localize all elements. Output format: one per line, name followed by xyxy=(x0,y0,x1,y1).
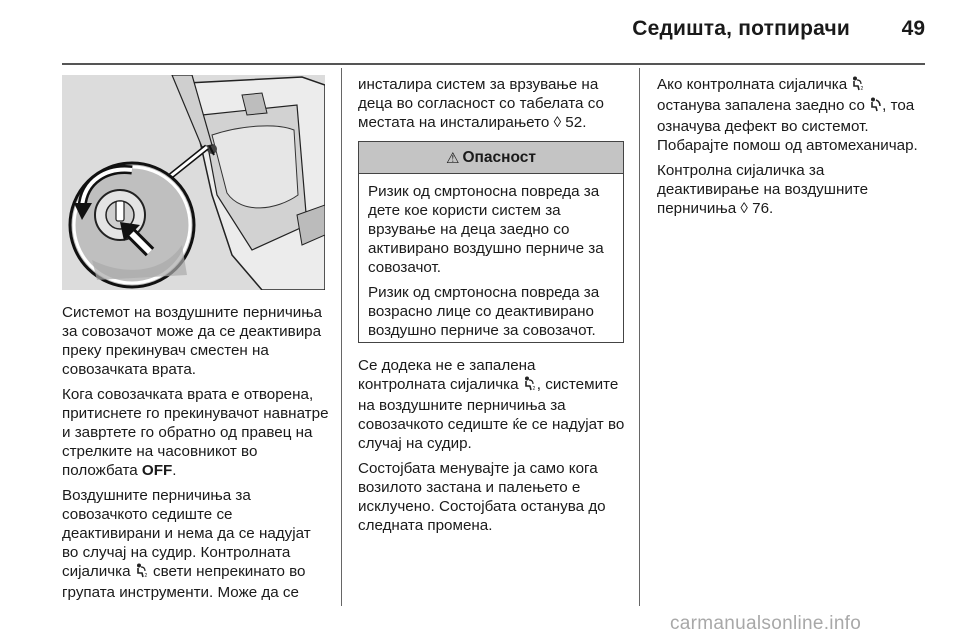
svg-text:2: 2 xyxy=(860,86,864,91)
page-reference-icon: ◊ xyxy=(553,114,562,131)
warning-header xyxy=(359,142,623,174)
airbag-warning-icon xyxy=(869,97,882,117)
right-column xyxy=(657,75,925,224)
paragraph: Контролна сијаличка за деактивирање на воздушните перничиња ◊ 76. xyxy=(657,162,869,217)
paragraph: Ако контролната сијаличка 2 останува запалена заедно со , тоа означува дефект во системот. Побарајте помош од автомеханичар. xyxy=(657,76,918,154)
airbag-off-lamp-icon xyxy=(135,563,149,583)
page-number: 49 xyxy=(901,17,925,40)
middle-column xyxy=(358,75,626,138)
column-divider-right xyxy=(639,68,640,606)
paragraph: инсталира систем за врзување на деца во согласност со табелата со местата на инсталирањето ◊ 52. xyxy=(358,76,604,131)
airbag-off-lamp-icon xyxy=(523,376,537,396)
airbag-switch-illustration xyxy=(62,75,325,290)
middle-column-lower xyxy=(358,356,626,541)
paragraph: Воздушните перничиња за совозачкото седиште се деактивирани и нема да се надујат во случај на судир. Контролната сијаличка 2 свети непрекинато во групата инструменти. Може да се xyxy=(62,487,311,601)
page-title: Седишта, потпирачи xyxy=(632,17,850,40)
warning-paragraph: Ризик од смртоносна повреда за возрасно лице со деактивирано воздушно перниче за совозачот. xyxy=(368,284,600,339)
paragraph: Состојбата менувајте ја само кога возилото застана и палењето е исклучено. Состојбата останува до следната промена. xyxy=(358,460,606,534)
svg-text:2: 2 xyxy=(144,573,148,578)
airbag-off-lamp-icon xyxy=(851,76,865,96)
off-position-label: OFF xyxy=(141,462,173,479)
warning-body xyxy=(359,174,623,340)
warning-triangle-icon: ⚠ xyxy=(446,149,460,167)
danger-warning-box xyxy=(358,141,624,343)
paragraph: Се додека не е запалена контролната сијаличка 2 , системите на воздушните перничиња за совозачкото седиште ќе се надујат во случај на судир. xyxy=(358,357,625,452)
page-reference-icon: ◊ xyxy=(740,200,748,217)
column-divider-left xyxy=(341,68,342,606)
paragraph: Кога совозачката врата е отворена, притиснете го прекинувачот навнатре и завртете го обратно од правец на стрелките на часовникот во положбата OFF. xyxy=(62,386,329,479)
warning-paragraph: Ризик од смртоносна повреда за дете кое користи систем за врзување на деца заедно со активирано воздушно перниче за совозачот. xyxy=(368,183,604,276)
warning-title: Опасност xyxy=(462,148,536,166)
paragraph: Системот на воздушните перничиња за совозачот може да се деактивира преку прекинувач сместен на совозачката врата. xyxy=(62,304,322,378)
watermark: carmanualsonline.info xyxy=(670,613,862,634)
left-column xyxy=(62,303,330,608)
svg-text:2: 2 xyxy=(532,386,536,391)
header-divider xyxy=(62,63,925,65)
door-switch-drawing xyxy=(62,75,325,290)
